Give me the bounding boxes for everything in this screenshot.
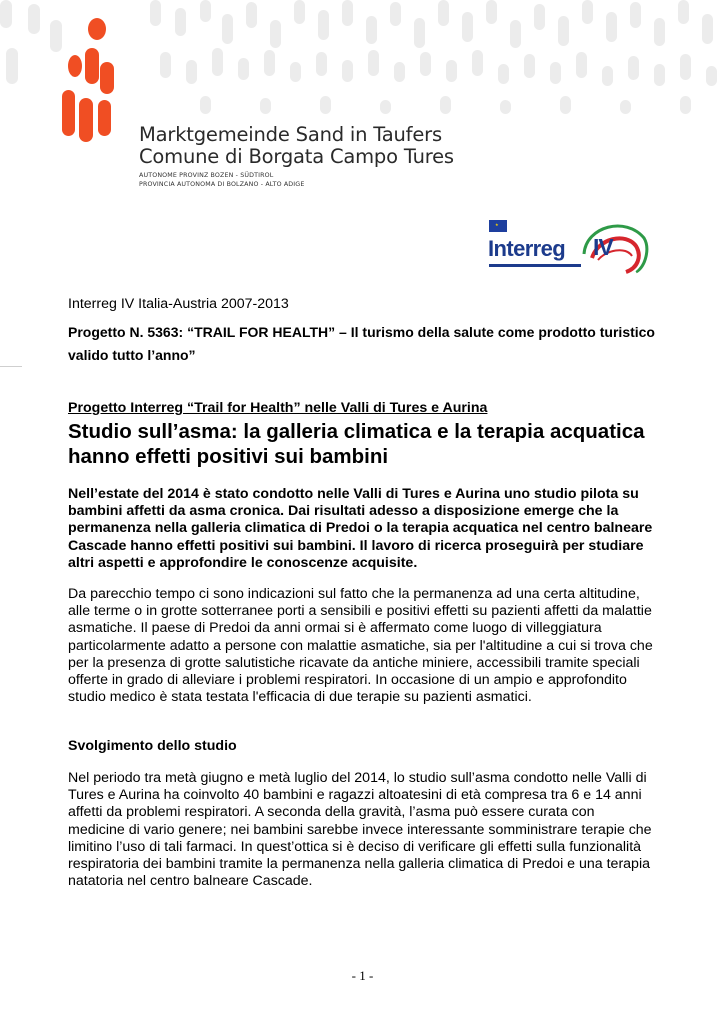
article-title: Studio sull’asma: la galleria climatica e la terapia acquatica hanno effetti positivi sui bambini	[68, 420, 645, 468]
municipality-logo-icon	[62, 18, 114, 142]
project-title: Progetto N. 5363: “TRAIL FOR HEALTH” – Il turismo della salute come prodotto turistico valido tutto l’anno”	[68, 324, 655, 363]
logo-numeral: IV	[593, 234, 613, 260]
logo-baseline-bar	[489, 264, 581, 267]
municipality-name-de: Marktgemeinde Sand in Taufers	[139, 123, 442, 146]
article-kicker: Progetto Interreg “Trail for Health” nelle Valli di Tures e Aurina	[68, 400, 488, 416]
article-body-1: Da parecchio tempo ci sono indicazioni sul fatto che la permanenza ad una certa altitudine, alle terme o in grotte sotterranee porti a sensibili e positivi effetti su pazienti affetti da malattie asmatiche. Il paese di Predoi da anni ormai si è affermato come luogo di villeggiatura particolarmente adatto a persone con malattie asmatiche, sia per l'altitudine a cui si trova che per la presenza di grotte salutistiche ricavate da antiche miniere, accessibili tramite speciali offerte in grado di alleviare i problemi respiratori. In occasione di un ampio e approfondito studio medico è stata testata l'efficacia di due terapie su pazienti asmatici.	[68, 586, 653, 706]
article-body-2: Nel periodo tra metà giugno e metà luglio del 2014, lo studio sull’asma condotto nelle Valli di Tures e Aurina ha coinvolto 40 bambini e ragazzi altoatesini di età compresa tra 6 e 14 anni affetti da problemi respiratori. A seconda della gravità, l’asma può essere curata con medicine di vario genere; nei bambini sarebbe invece interessante somministrare terapie che limitino l’uso di tali farmaci. In quest’ottica si è deciso di verificare gli effetti sulla funzionalità respiratoria dei bambini tramite la permanenza nella galleria climatica di Predoi e una terapia natatoria nel centro balneare Cascade.	[68, 770, 652, 890]
province-name-it: PROVINCIA AUTONOMA DI BOLZANO - ALTO ADIGE	[139, 181, 305, 188]
program-line: Interreg IV Italia-Austria 2007-2013	[68, 296, 289, 312]
eu-flag-icon: ★	[489, 220, 507, 232]
province-name-de: AUTONOME PROVINZ BOZEN - SÜDTIROL	[139, 172, 274, 179]
section-heading: Svolgimento dello studio	[68, 738, 237, 754]
logo-wordmark: Interreg	[488, 236, 566, 261]
article-lead: Nell’estate del 2014 è stato condotto nelle Valli di Tures e Aurina uno studio pilota su bambini affetti da asma cronica. Dai risultati adesso a disposizione emerge che la permanenza nella galleria climatica di Predoi o la terapia acquatica nel centro balneare Cascade hanno effetti positivi sui bambini. Il lavoro di ricerca proseguirà per studiare altri aspetti e approfondire le conoscenze acquisite.	[68, 486, 653, 571]
margin-mark	[0, 366, 22, 367]
interreg-iv-logo	[486, 212, 650, 278]
municipality-name-it: Comune di Borgata Campo Tures	[139, 145, 454, 168]
page-number: - 1 -	[351, 968, 374, 983]
header-pattern	[0, 0, 725, 200]
